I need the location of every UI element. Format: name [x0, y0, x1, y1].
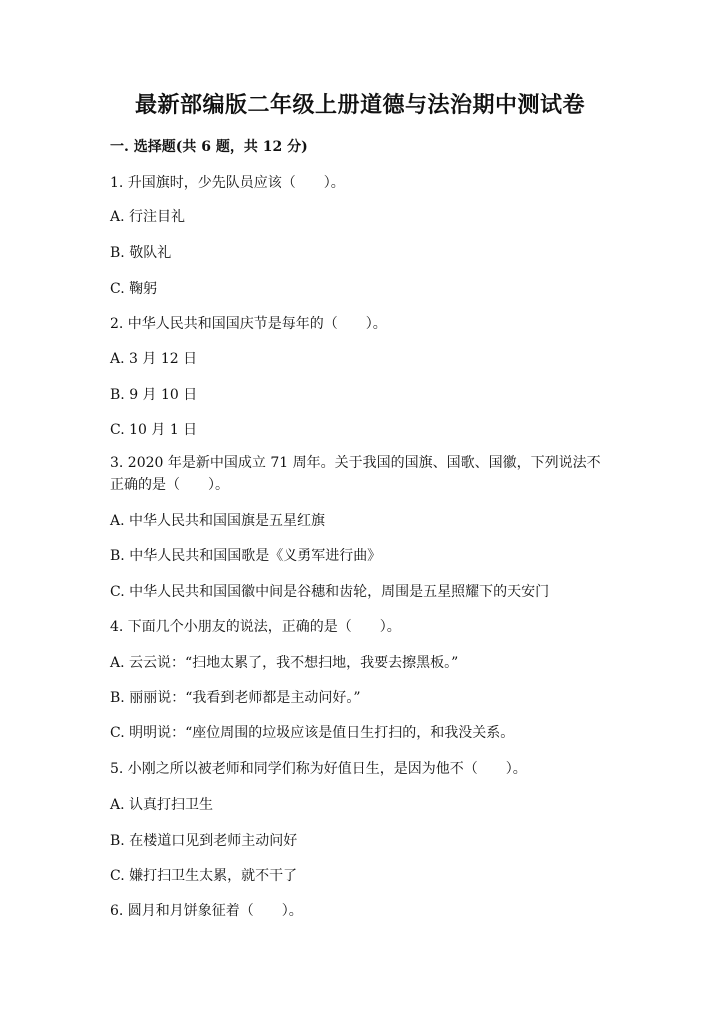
- question-5: 5. 小刚之所以被老师和同学们称为好值日生，是因为他不（ ）。: [110, 761, 527, 777]
- q3-option-b: B. 中华人民共和国国歌是《义勇军进行曲》: [110, 548, 382, 564]
- q3-option-c: C. 中华人民共和国国徽中间是谷穗和齿轮，周围是五星照耀下的天安门: [110, 584, 550, 600]
- q1-option-a: A. 行注目礼: [110, 209, 186, 225]
- q4-option-a: A. 云云说：“扫地太累了，我不想扫地，我要去擦黑板。”: [110, 655, 459, 671]
- q2-option-c: C. 10 月 1 日: [110, 422, 198, 438]
- question-3: 3. 2020 年是新中国成立 71 周年。关于我国的国旗、国歌、国徽，下列说法不正确的是（ ）。: [110, 455, 601, 493]
- question-1: 1. 升国旗时，少先队员应该（ ）。: [110, 175, 345, 191]
- page-title: 最新部编版二年级上册道德与法治期中测试卷: [134, 92, 585, 118]
- section-heading: 一. 选择题(共 6 题，共 12 分): [110, 139, 308, 155]
- q5-option-c: C. 嫌打扫卫生太累，就不干了: [110, 868, 298, 884]
- question-4: 4. 下面几个小朋友的说法，正确的是（ ）。: [110, 619, 401, 635]
- q5-option-a: A. 认真打扫卫生: [110, 797, 214, 813]
- q1-option-c: C. 鞠躬: [110, 281, 158, 297]
- question-2: 2. 中华人民共和国国庆节是每年的（ ）。: [110, 316, 387, 332]
- q5-option-b: B. 在楼道口见到老师主动问好: [110, 833, 298, 849]
- q4-option-b: B. 丽丽说：“我看到老师都是主动问好。”: [110, 690, 361, 706]
- q4-option-c: C. 明明说：“座位周围的垃圾应该是值日生打扫的，和我没关系。: [110, 725, 515, 741]
- question-6: 6. 圆月和月饼象征着（ ）。: [110, 903, 303, 919]
- q2-option-b: B. 9 月 10 日: [110, 387, 198, 403]
- q1-option-b: B. 敬队礼: [110, 245, 172, 261]
- q3-option-a: A. 中华人民共和国国旗是五星红旗: [110, 513, 326, 529]
- q2-option-a: A. 3 月 12 日: [110, 351, 198, 367]
